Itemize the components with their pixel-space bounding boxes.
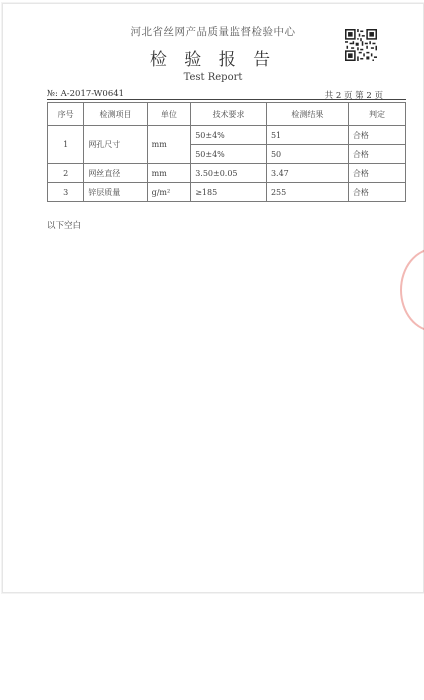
results-table [47, 102, 406, 202]
row-unit: mm [147, 164, 191, 183]
institution-name: 河北省丝网产品质量监督检验中心 [130, 26, 296, 38]
table-row [48, 126, 406, 145]
report-number [47, 89, 124, 99]
row-item: 网丝直径 [84, 164, 147, 183]
row-verdict: 合格 [348, 164, 405, 183]
report-number-value: A-2017-W0641 [60, 89, 125, 99]
page-count: 共 2 页 第 2 页 [324, 91, 383, 101]
row-verdict: 合格 [348, 183, 405, 202]
column-header-no: 序号 [48, 103, 84, 126]
row-number: 3 [48, 183, 84, 202]
report-title: 检 验 报 告 [149, 50, 277, 70]
row-result: 51 [266, 126, 348, 145]
report-number-label: №: [47, 89, 58, 99]
blank-below-note: 以下空白 [47, 221, 82, 231]
report-title-en: Test Report [183, 72, 243, 83]
qr-code-icon [345, 29, 377, 61]
column-header-result: 检测结果 [266, 103, 348, 126]
row-item: 锌层质量 [84, 183, 147, 202]
row-number: 1 [48, 126, 84, 164]
table-row [48, 164, 406, 183]
row-requirement: 50±4% [191, 145, 267, 164]
row-result: 255 [266, 183, 348, 202]
column-header-requirement: 技术要求 [191, 103, 267, 126]
row-unit: mm [147, 126, 191, 164]
row-requirement: ≥185 [191, 183, 267, 202]
row-requirement: 3.50±0.05 [191, 164, 267, 183]
row-verdict: 合格 [348, 145, 405, 164]
row-result: 50 [266, 145, 348, 164]
column-header-item: 检测项目 [84, 103, 147, 126]
column-header-unit: 单位 [147, 103, 191, 126]
table-row [48, 183, 406, 202]
column-header-verdict: 判定 [348, 103, 405, 126]
row-verdict: 合格 [348, 126, 405, 145]
row-item: 网孔尺寸 [84, 126, 147, 164]
row-number: 2 [48, 164, 84, 183]
row-unit: g/m² [147, 183, 191, 202]
row-result: 3.47 [266, 164, 348, 183]
header-rule [47, 99, 406, 100]
row-requirement: 50±4% [191, 126, 267, 145]
table-header-row [48, 103, 406, 126]
report-page [2, 3, 424, 593]
